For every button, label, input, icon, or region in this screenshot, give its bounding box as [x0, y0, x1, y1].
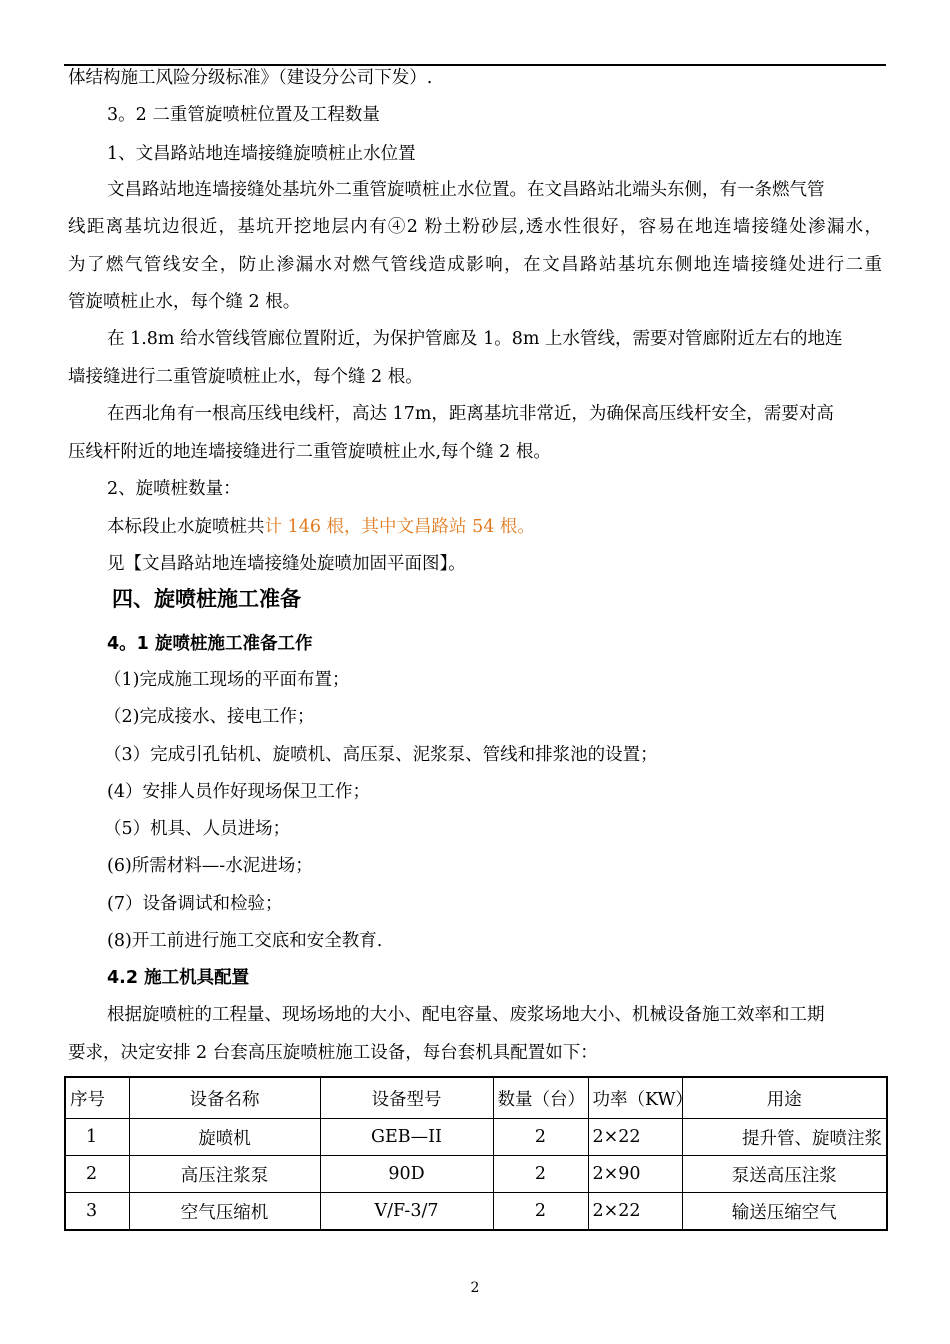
subheading-position: 1、文昌路站地连墙接缝旋喷桩止水位置: [107, 144, 416, 164]
paragraph-line: 墙接缝进行二重管旋喷桩止水，每个缝 2 根。: [68, 367, 423, 387]
header-cell: 数量（台）: [493, 1077, 588, 1119]
page-number: 2: [470, 1280, 480, 1296]
table-cell: 2×22: [588, 1193, 682, 1231]
prep-item: (6)所需材料—-水泥进场；: [107, 856, 313, 876]
table-cell: 空气压缩机: [129, 1193, 320, 1231]
paragraph-line: 压线杆附近的地连墙接缝进行二重管旋喷桩止水,每个缝 2 根。: [68, 442, 551, 462]
reference-line: 见【文昌路站地连墙接缝处旋喷加固平面图】。: [107, 554, 466, 574]
paragraph-line: 管旋喷桩止水，每个缝 2 根。: [68, 292, 301, 312]
header-cell: 功率（KW）: [588, 1077, 682, 1119]
table-cell: 2: [493, 1119, 588, 1156]
table-cell: 泵送高压注浆: [682, 1156, 887, 1193]
table-cell: 1: [65, 1119, 129, 1156]
table-cell: 90D: [320, 1156, 493, 1193]
table-cell: 旋喷机: [129, 1119, 320, 1156]
prep-item: (7）设备调试和检验；: [107, 894, 283, 914]
table-row: [65, 1156, 887, 1193]
table-cell: 2: [493, 1156, 588, 1193]
table-cell: 2: [493, 1193, 588, 1231]
header-cell: 设备型号: [320, 1077, 493, 1119]
quantity-highlight: 计 146 根，其中文昌路站 54 根。: [264, 517, 535, 537]
paragraph-line: 文昌路站地连墙接缝处基坑外二重管旋喷桩止水位置。在文昌路站北端头东侧，有一条燃气管: [107, 180, 825, 200]
prep-item: （2)完成接水、接电工作；: [104, 707, 315, 727]
paragraph-line: 要求，决定安排 2 台套高压旋喷桩施工设备，每台套机具配置如下：: [68, 1043, 598, 1063]
table-row: [65, 1119, 887, 1156]
table-cell: 2×22: [588, 1119, 682, 1156]
paragraph-line: 根据旋喷桩的工程量、现场场地的大小、配电容量、废浆场地大小、机械设备施工效率和工期: [107, 1005, 825, 1025]
prep-item: (8)开工前进行施工交底和安全教育.: [107, 931, 383, 951]
prep-item: （5）机具、人员进场；: [104, 819, 291, 839]
prep-item: (4）安排人员作好现场保卫工作；: [107, 782, 370, 802]
header-cell: 序号: [65, 1077, 129, 1119]
paragraph-line: 为了燃气管线安全，防止渗漏水对燃气管线造成影响，在文昌路站基坑东侧地连墙接缝处进行二重: [68, 255, 882, 275]
table-cell: 2×90: [588, 1156, 682, 1193]
section-heading-4-1: 4。1 旋喷桩施工准备工作: [107, 634, 313, 654]
header-cell: 设备名称: [129, 1077, 320, 1119]
header-cell: 用途: [682, 1077, 887, 1119]
paragraph-line: 在西北角有一根高压线电线杆，高达 17m，距离基坑非常近，为确保高压线杆安全，需要对高: [107, 404, 834, 424]
table-cell: 高压注浆泵: [129, 1156, 320, 1193]
table-cell: 提升管、旋喷注浆: [682, 1119, 887, 1156]
table-cell: 2: [65, 1156, 129, 1193]
subheading-quantity: 2、旋喷桩数量：: [107, 479, 241, 499]
table-cell: V/F-3/7: [320, 1193, 493, 1231]
prep-item: （1)完成施工现场的平面布置；: [104, 670, 350, 690]
section-heading-3-2: 3。2 二重管旋喷桩位置及工程数量: [107, 105, 380, 125]
prep-item: （3）完成引孔钻机、旋喷机、高压泵、泥浆泵、管线和排浆池的设置；: [104, 745, 658, 765]
table-cell: GEB—II: [320, 1119, 493, 1156]
chapter-heading: 四、旋喷桩施工准备: [112, 587, 301, 611]
paragraph-line: 在 1.8m 给水管线管廊位置附近，为保护管廊及 1。8m 上水管线，需要对管廊附近左右的地连: [107, 329, 843, 349]
paragraph-line: 线距离基坑边很近，基坑开挖地层内有④2 粉土粉砂层,透水性很好，容易在地连墙接缝处渗漏水，: [68, 217, 882, 237]
table-header-row: [65, 1077, 887, 1119]
quantity-line: [107, 514, 535, 540]
section-heading-4-2: 4.2 施工机具配置: [107, 968, 250, 988]
table-row: [65, 1193, 887, 1231]
quantity-prefix: 本标段止水旋喷桩共: [107, 517, 265, 537]
table-cell: 3: [65, 1193, 129, 1231]
text-line: 体结构施工风险分级标准》（建设分公司下发）.: [68, 68, 433, 88]
equipment-table: [64, 1076, 888, 1231]
table-cell: 输送压缩空气: [682, 1193, 887, 1231]
